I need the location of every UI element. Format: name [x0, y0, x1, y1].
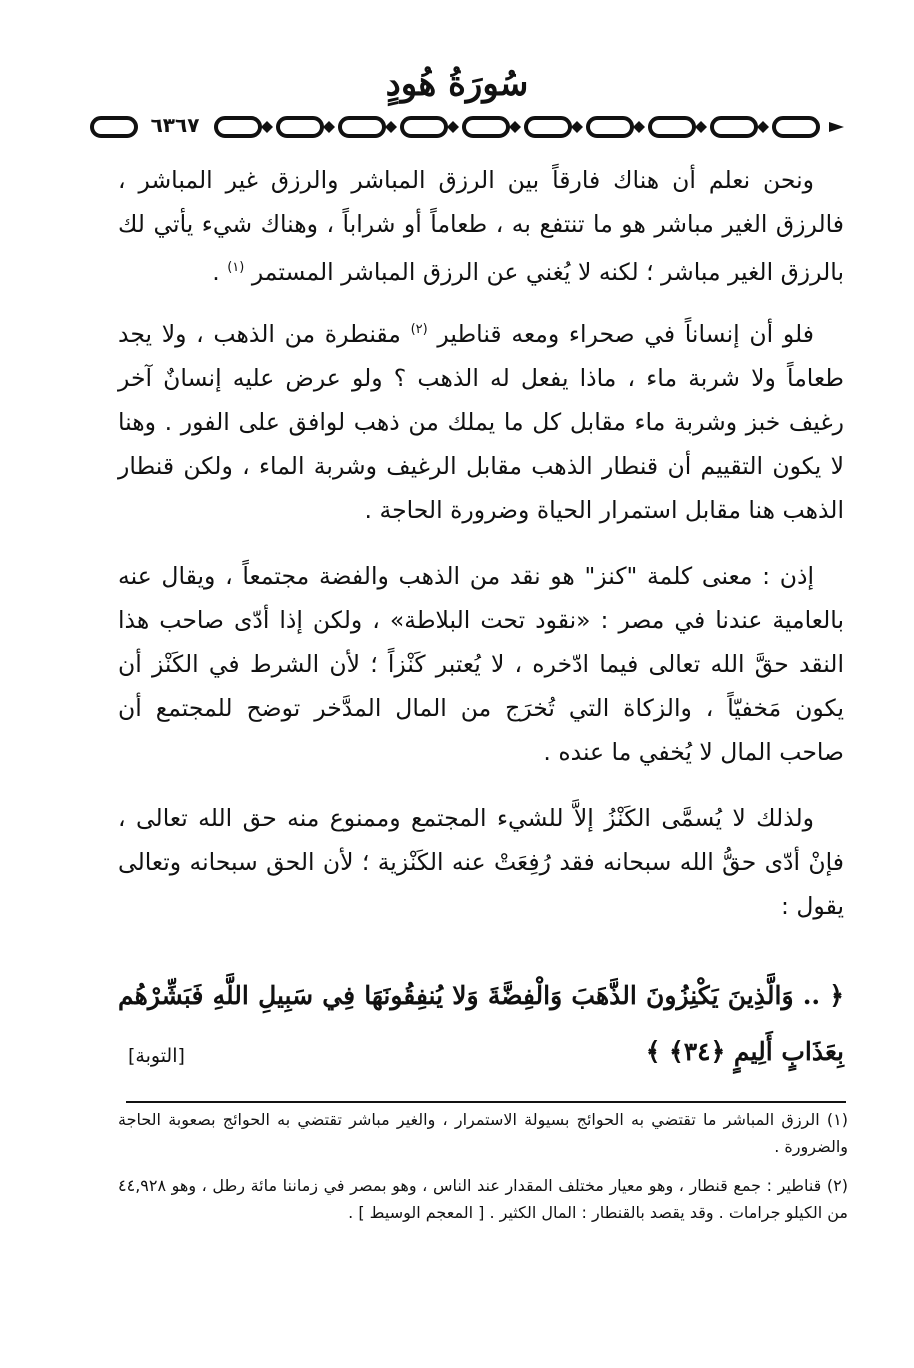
ornament-diamond — [447, 121, 459, 133]
ornament-end-arrow — [829, 122, 844, 132]
footnote-marker: (١) — [227, 260, 245, 275]
ornament-diamond — [571, 121, 583, 133]
footnote-marker: (٢) — [410, 321, 428, 337]
paragraph-text: فلو أن إنساناً في صحراء ومعه قناطير — [437, 319, 814, 348]
ornament-oval — [588, 118, 632, 136]
ornament-oval — [92, 118, 136, 136]
footnote: (٢) قناطير : جمع قنطار ، وهو معيار مختلف المقدار عند الناس ، وهو بمصر في زماننا مائة رطل ، وهو ٤٤,٩٢٨ من الكيلو جرامات . وقد يقصد بالقنطار : المال الكثير . [ المعجم الوسيط ] . — [118, 1176, 848, 1222]
footnote-divider — [126, 1101, 846, 1103]
ornament-oval — [650, 118, 694, 136]
paragraph-text: ونحن نعلم أن هناك فارقاً بين الرزق المباشر والرزق غير المباشر ، فالرزق الغير مباشر هو ما تنتفع به ، طعاماً أو شراباً ، وهناك شيء يأتي لك بالرزق الغير مباشر ؛ لكنه لا يُغني عن الرزق المباشر المستمر — [118, 166, 844, 286]
ornament-diamond — [385, 121, 397, 133]
ornament-oval — [464, 118, 508, 136]
ornament-diamond — [695, 121, 707, 133]
paragraph — [118, 158, 844, 294]
sentence-end: . — [212, 257, 220, 286]
ornament-diamond — [323, 121, 335, 133]
quran-verse: ﴿ .. وَالَّذِينَ يَكْنِزُونَ الذَّهَبَ وَالْفِضَّةَ وَلا يُنفِقُونَهَا فِي سَبِيلِ اللَّهِ فَبَشِّرْهُم بِعَذَابٍ أَلِيمٍ ﴿٣٤﴾ ﴾ — [118, 981, 844, 1066]
ornament-diamond — [509, 121, 521, 133]
ornament-diamond — [757, 121, 769, 133]
paragraph — [118, 308, 844, 532]
body-text — [118, 158, 844, 950]
ornament-diamond — [261, 121, 273, 133]
paragraph-text: مقنطرة من الذهب ، ولا يجد طعاماً ولا شربة ماء ، ماذا يفعل له الذهب ؟ ولو عرض عليه إنسانٌ آخر رغيف خبز وشربة ماء مقابل كل ما يملك من ذهب لوافق على الفور . وهنا لا يكون التقييم أن قنطار الذهب مقابل الرغيف وشربة الماء ، ولكن قنطار الذهب هنا مقابل استمرار الحياة وضرورة الحاجة . — [118, 319, 844, 524]
ornament-oval — [402, 118, 446, 136]
ornament-oval — [774, 118, 818, 136]
verse-reference: [التوبة] — [128, 1045, 185, 1067]
ornament-oval — [712, 118, 756, 136]
surah-title: سُورَةُ هُودٍ — [385, 64, 529, 104]
footnotes — [118, 1106, 848, 1238]
paragraph: إذن : معنى كلمة "كنز" هو نقد من الذهب والفضة مجتمعاً ، ويقال عنه بالعامية عندنا في مصر : «نقود تحت البلاطة» ، ولكن إذا أدّى صاحب هذا النقد حقَّ الله تعالى فيما ادّخره ، لا يُعتبر كَنْزاً ؛ لأن الشرط في الكَنْز أن يكون مَخفيّاً ، والزكاة التي تُخرَج من المال المدَّخر توضح للمجتمع أن صاحب المال لا يُخفي ما عنده . — [118, 561, 844, 766]
footnote: (١) الرزق المباشر ما تقتضي به الحوائج بسيولة الاستمرار ، والغير مباشر تقتضي به الحوائج بصعوبة الحاجة والضرورة . — [118, 1110, 848, 1156]
ornament-diamond — [633, 121, 645, 133]
paragraph: ولذلك لا يُسمَّى الكَنْزُ إلاَّ للشيء المجتمع وممنوع منه حق الله تعالى ، فإنْ أدّى حقُّ الله سبحانه فقد رُفِعَتْ عنه الكَنْزية ؛ لأن الحق سبحانه وتعالى يقول : — [118, 803, 844, 920]
page-number: ٦٣٦٧ — [140, 113, 210, 137]
ornament-oval — [340, 118, 384, 136]
ornament-oval — [216, 118, 260, 136]
ornament-oval — [278, 118, 322, 136]
ornament-oval — [526, 118, 570, 136]
